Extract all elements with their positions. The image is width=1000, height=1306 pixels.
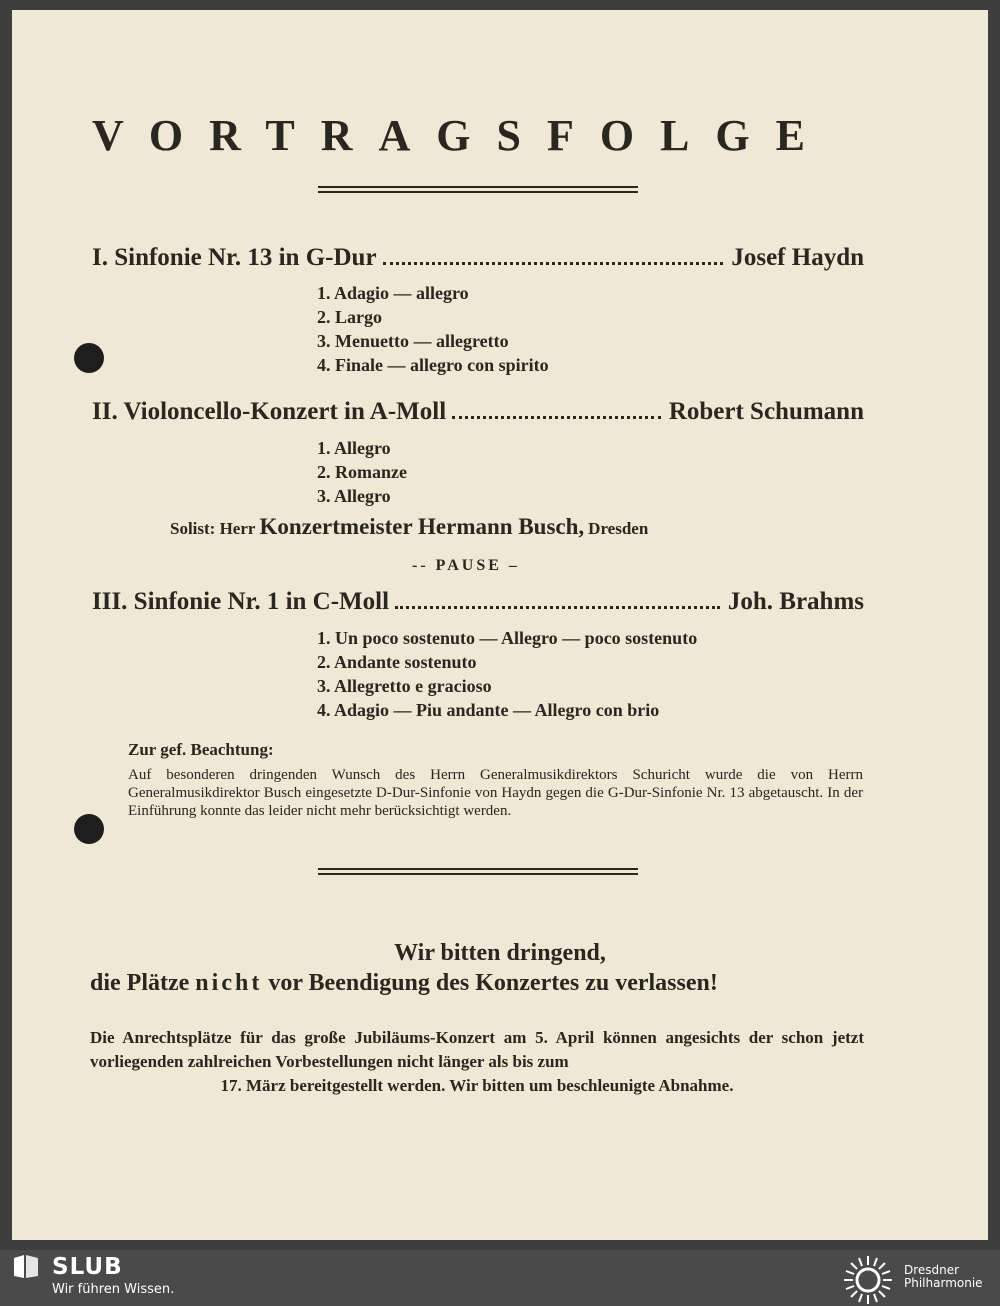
movement: 1. Un poco sostenuto — Allegro — poco sostenuto	[317, 628, 698, 648]
punch-hole-icon	[74, 814, 104, 844]
note-heading: Zur gef. Beachtung:	[128, 740, 274, 759]
movement: 3. Allegretto e gracioso	[317, 676, 492, 696]
announcement-text: Die Anrechtsplätze für das große Jubiläums-Konzert am 5. April können angesichts der schon jetzt vorliegenden zahlreichen Vorbestellungen nicht länger als bis zum	[90, 1028, 864, 1071]
page-title: VORTRAGSFOLGE	[92, 111, 831, 160]
plea-part: vor Beendigung des Konzertes zu verlassen!	[268, 970, 718, 996]
movement: 4. Finale — allegro con spirito	[317, 355, 549, 375]
library-tagline: Wir führen Wissen.	[52, 1282, 175, 1297]
announcement	[90, 1026, 864, 1098]
dot-leader	[452, 416, 661, 419]
composer: Josef Haydn	[731, 244, 864, 271]
movement-list	[317, 626, 697, 722]
partner-name[interactable]	[904, 1264, 983, 1290]
soloist-line	[170, 514, 648, 540]
announcement-last-line: 17. März bereitgestellt werden. Wir bitten um beschleunigte Abnahme.	[220, 1076, 734, 1095]
program-item-1	[92, 244, 864, 272]
soloist-name: Konzertmeister Hermann Busch,	[259, 514, 585, 539]
divider	[318, 186, 638, 193]
plea-line-2	[90, 970, 870, 997]
plea-line-1: Wir bitten dringend,	[394, 940, 606, 966]
pause-label: -- PAUSE –	[412, 557, 520, 574]
dot-leader	[383, 262, 724, 265]
footer-bar	[0, 1250, 1000, 1299]
movement: 3. Menuetto — allegretto	[317, 331, 509, 351]
book-icon[interactable]	[12, 1254, 40, 1280]
soloist-city: Dresden	[588, 519, 649, 538]
movement: 1. Adagio — allegro	[317, 283, 469, 303]
library-name[interactable]: SLUB	[52, 1254, 123, 1280]
movement: 1. Allegro	[317, 438, 391, 458]
composer: Robert Schumann	[668, 398, 864, 425]
partner-line: Philharmonie	[904, 1276, 983, 1290]
soloist-prefix: Solist: Herr	[170, 519, 256, 538]
note-body: Auf besonderen dringenden Wunsch des Herrn Generalmusikdirektors Schuricht wurde die von Herrn Generalmusikdirektor Busch eingesetzte D-Dur-Sinfonie von Haydn gegen die G-Dur-Sinfonie Nr. 13 abgetauscht. In der Einführung konnte das leider nicht mehr berücksichtigt werden.	[128, 767, 863, 819]
movement: 4. Adagio — Piu andante — Allegro con brio	[317, 700, 660, 720]
movement-list	[317, 436, 407, 508]
work-title: II. Violoncello-Konzert in A-Moll	[92, 398, 447, 425]
plea-part: die Plätze	[90, 970, 190, 996]
punch-hole-icon	[74, 343, 104, 373]
divider	[318, 868, 638, 875]
plea-emphasis: nicht	[195, 970, 263, 996]
partner-line: Dresdner	[904, 1263, 960, 1277]
dot-leader	[395, 606, 720, 609]
composer: Joh. Brahms	[727, 588, 864, 615]
program-item-2	[92, 398, 864, 426]
work-title: I. Sinfonie Nr. 13 in G-Dur	[92, 244, 377, 271]
movement: 3. Allegro	[317, 486, 391, 506]
movement-list	[317, 281, 549, 377]
movement: 2. Largo	[317, 307, 382, 327]
sunburst-icon[interactable]	[842, 1254, 894, 1306]
program-sheet	[12, 10, 988, 1240]
work-title: III. Sinfonie Nr. 1 in C-Moll	[92, 588, 390, 615]
movement: 2. Romanze	[317, 462, 407, 482]
program-item-3	[92, 588, 864, 616]
movement: 2. Andante sostenuto	[317, 652, 477, 672]
